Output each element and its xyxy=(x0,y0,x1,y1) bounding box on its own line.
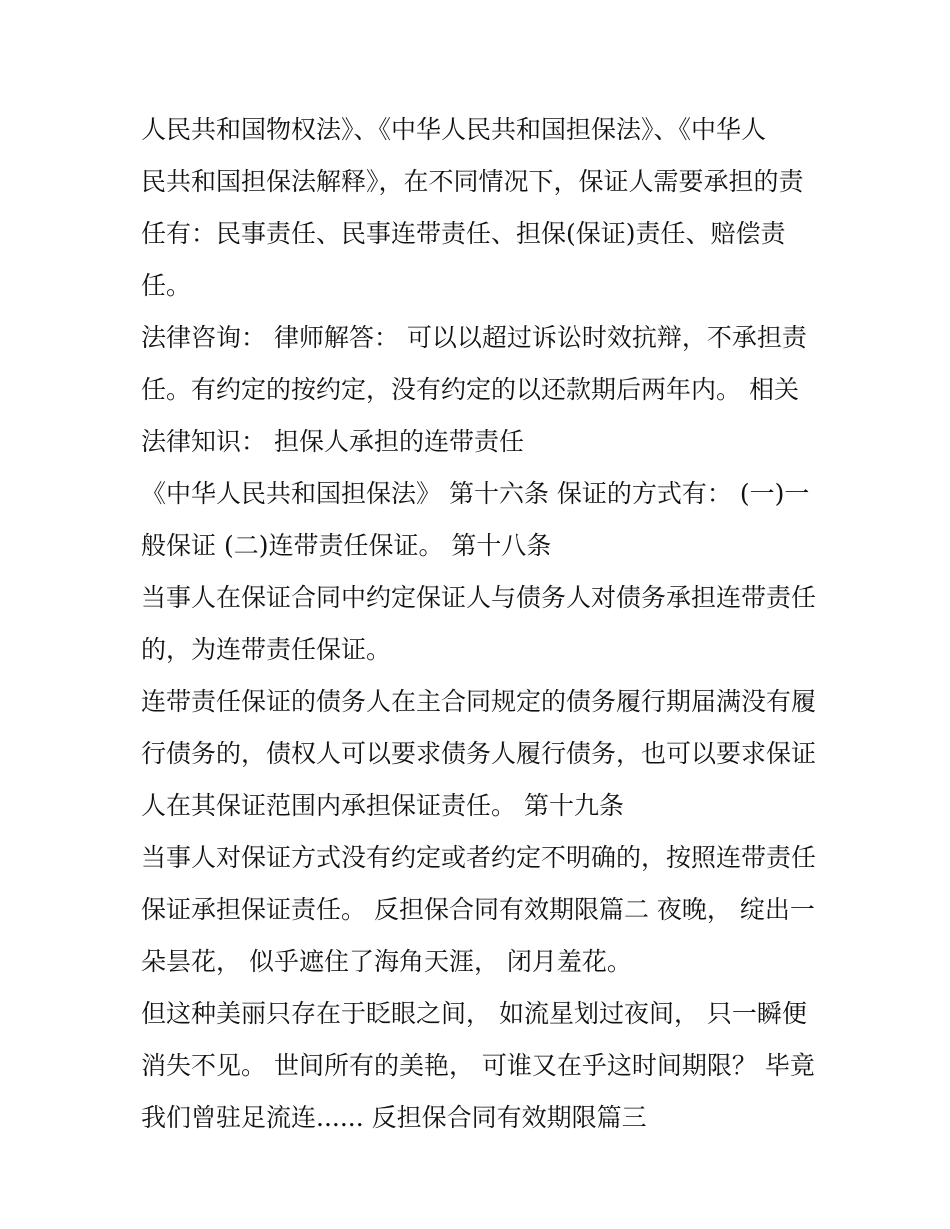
document-body xyxy=(141,104,821,1144)
paragraph-2: 法律咨询： 律师解答： 可以以超过诉讼时效抗辩，不承担责 任。有约定的按约定，没有约定的以还款期后两年内。 相关 法律知识： 担保人承担的连带责任 xyxy=(141,323,807,456)
paragraph-3: 《中华人民共和国担保法》 第十六条 保证的方式有： (一)一 般保证 (二)连带责任保证。 第十八条 xyxy=(141,479,810,560)
paragraph-4: 当事人在保证合同中约定保证人与债务人对债务承担连带责任 的，为连带责任保证。 xyxy=(141,583,817,664)
paragraph-5: 连带责任保证的债务人在主合同规定的债务履行期届满没有履 行债务的，债权人可以要求债务人履行债务，也可以要求保证 人在其保证范围内承担保证责任。 第十九条 xyxy=(141,687,817,820)
paragraph-6: 当事人对保证方式没有约定或者约定不明确的，按照连带责任 保证承担保证责任。 反担保合同有效期限篇二 夜晚， 绽出一 朵昙花， 似乎遮住了海角天涯， 闭月羞花。 xyxy=(141,843,817,976)
paragraph-1: 人民共和国物权法》、《中华人民共和国担保法》、《中华人 民共和国担保法解释》，在不同情况下，保证人需要承担的责 任有：民事责任、民事连带责任、担保(保证)责任、赔偿责 任。 xyxy=(141,115,804,300)
paragraph-7: 但这种美丽只存在于眨眼之间， 如流星划过夜间， 只一瞬便 消失不见。 世间所有的美艳， 可谁又在乎这时间期限？ 毕竟 我们曾驻足流连...... 反担保合同有效期限篇三 xyxy=(141,999,815,1132)
